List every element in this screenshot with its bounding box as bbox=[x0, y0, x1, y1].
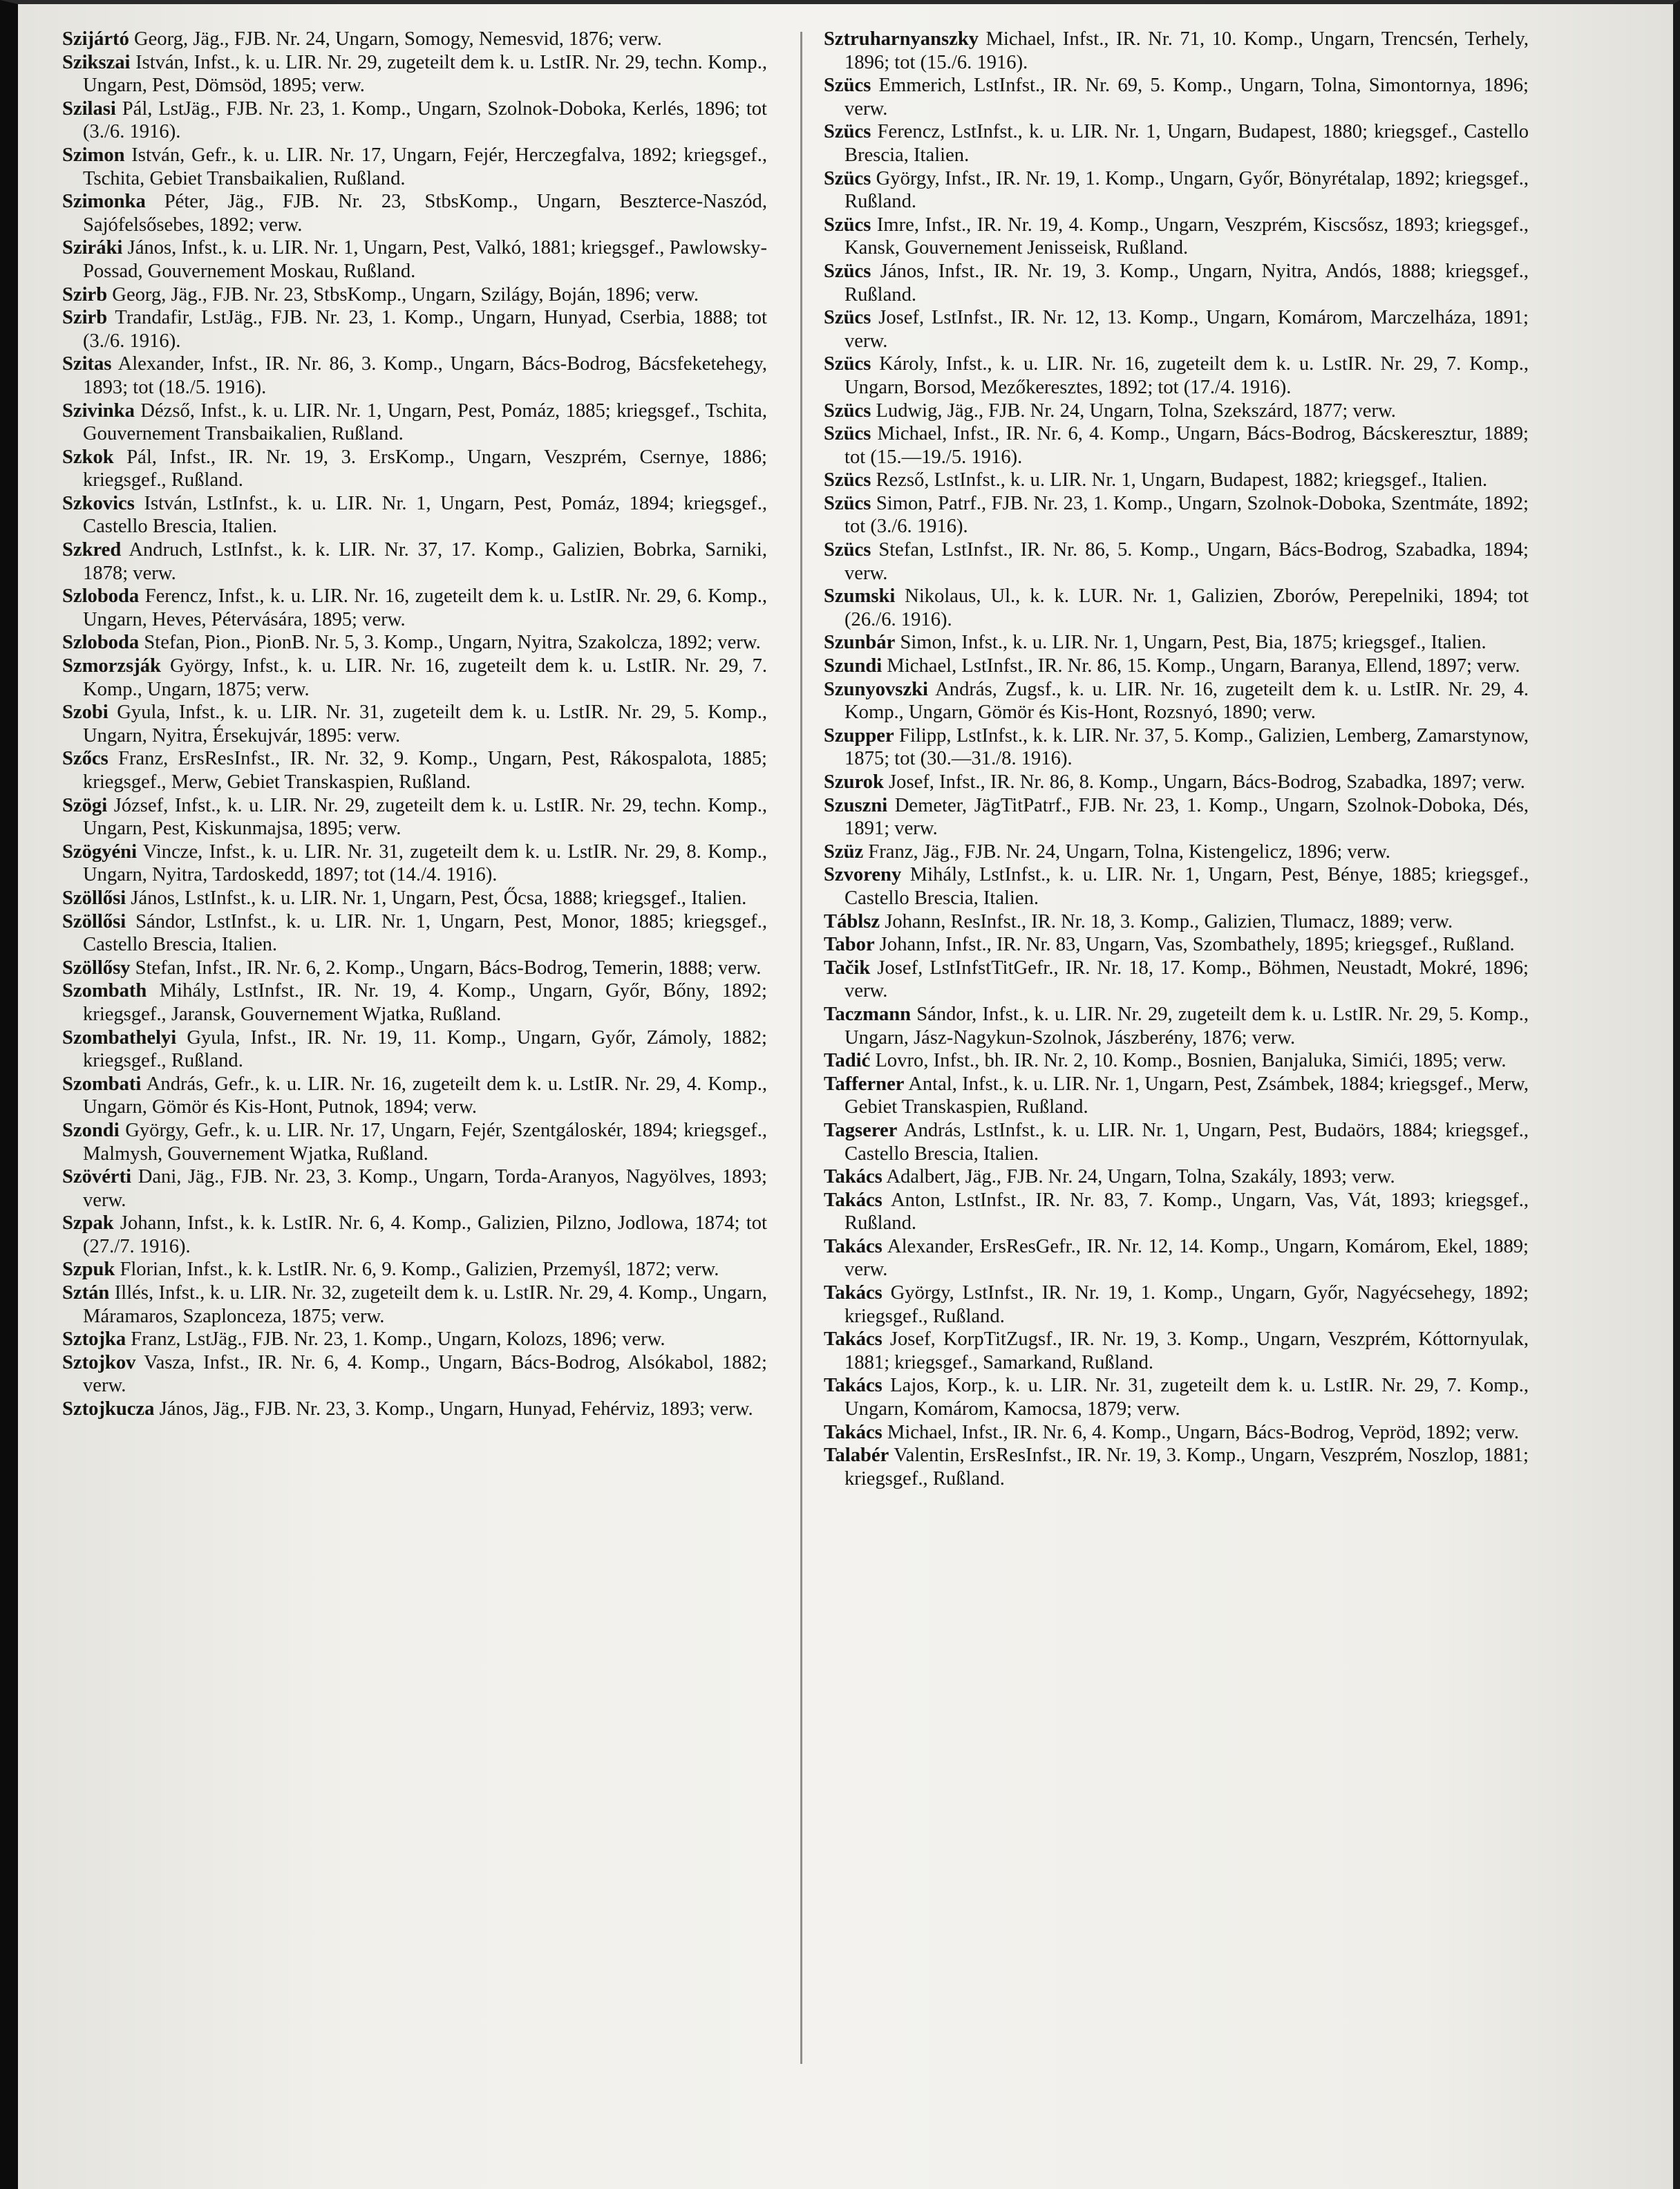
entry-details: Vasza, Infst., IR. Nr. 6, 4. Komp., Ungarn, Bács-Bodrog, Alsókabol, 1882; verw. bbox=[83, 1351, 767, 1397]
entry-surname: Sztán bbox=[62, 1282, 110, 1304]
entry-surname: Szimon bbox=[62, 144, 125, 166]
entry-surname: Tadić bbox=[824, 1050, 871, 1072]
list-entry bbox=[824, 1235, 1529, 1281]
entry-details: Michael, Infst., IR. Nr. 71, 10. Komp., Ungarn, Trencsén, Terhely, 1896; tot (15./6. 1916). bbox=[844, 28, 1529, 73]
list-entry bbox=[62, 538, 767, 585]
entry-surname: Szombath bbox=[62, 980, 147, 1002]
entry-surname: Szumski bbox=[824, 585, 896, 608]
list-entry bbox=[62, 236, 767, 283]
list-entry bbox=[62, 585, 767, 631]
entry-surname: Szücs bbox=[824, 539, 871, 561]
list-entry bbox=[824, 422, 1529, 469]
entry-details: Gyula, Infst., k. u. LIR. Nr. 31, zugeteilt dem k. u. LstIR. Nr. 29, 5. Komp., Ungarn, Nyitra, Érsekujvár, 1895: verw. bbox=[83, 702, 767, 746]
list-entry bbox=[824, 492, 1529, 538]
entry-details: Pál, LstJäg., FJB. Nr. 23, 1. Komp., Ungarn, Szolnok-Doboka, Kerlés, 1896; tot (3./6. 1916). bbox=[83, 97, 767, 143]
list-entry bbox=[62, 306, 767, 353]
entry-details: Michael, Infst., IR. Nr. 6, 4. Komp., Ungarn, Bács-Bodrog, Vepröd, 1892; verw. bbox=[882, 1421, 1519, 1443]
entry-surname: Szücs bbox=[824, 307, 871, 329]
entry-surname: Szücs bbox=[824, 469, 871, 491]
list-entry bbox=[824, 1189, 1529, 1235]
entry-surname: Szőcs bbox=[62, 748, 108, 770]
entry-details: Mihály, LstInfst., k. u. LIR. Nr. 1, Ungarn, Pest, Bénye, 1885; kriegsgef., Castello Brescia, Italien. bbox=[844, 864, 1529, 909]
list-entry bbox=[824, 1421, 1529, 1445]
entry-surname: Szuszni bbox=[824, 794, 888, 816]
entry-details: Sándor, Infst., k. u. LIR. Nr. 29, zugeteilt dem k. u. LstIR. Nr. 29, 5. Komp., Ungarn, Jász-Nagykun-Szolnok, Jászberény, 1876; verw. bbox=[844, 1003, 1529, 1049]
entry-surname: Táblsz bbox=[824, 910, 880, 932]
entry-details: János, Jäg., FJB. Nr. 23, 3. Komp., Ungarn, Hunyad, Fehérviz, 1893; verw. bbox=[154, 1398, 753, 1420]
entry-details: Imre, Infst., IR. Nr. 19, 4. Komp., Ungarn, Veszprém, Kiscsősz, 1893; kriegsgef., Kansk, Gouvernement Jenisseisk, Rußland. bbox=[844, 214, 1529, 259]
entry-details: Gyula, Infst., IR. Nr. 19, 11. Komp., Ungarn, Győr, Zámoly, 1882; kriegsgef., Rußland. bbox=[83, 1026, 767, 1072]
entry-details: Franz, ErsResInfst., IR. Nr. 32, 9. Komp., Ungarn, Pest, Rákospalota, 1885; kriegsgef., Merw, Gebiet Transkaspien, Rußland. bbox=[83, 748, 767, 793]
entry-details: Stefan, LstInfst., IR. Nr. 86, 5. Komp., Ungarn, Bács-Bodrog, Szabadka, 1894; verw. bbox=[844, 539, 1529, 584]
entry-details: Ludwig, Jäg., FJB. Nr. 24, Ungarn, Tolna, Szekszárd, 1877; verw. bbox=[871, 400, 1396, 422]
entry-details: Simon, Patrf., FJB. Nr. 23, 1. Komp., Ungarn, Szolnok-Doboka, Szentmáte, 1892; tot (3./6. 1916). bbox=[844, 492, 1529, 538]
entry-details: Stefan, Pion., PionB. Nr. 5, 3. Komp., Ungarn, Nyitra, Szakolcza, 1892; verw. bbox=[139, 632, 761, 654]
list-entry bbox=[62, 1398, 767, 1421]
list-entry bbox=[62, 353, 767, 399]
entry-surname: Szücs bbox=[824, 260, 871, 282]
entry-details: András, Zugsf., k. u. LIR. Nr. 16, zugeteilt dem k. u. LstIR. Nr. 29, 4. Komp., Ungarn, Gömör és Kis-Hont, Rozsnyó, 1890; verw. bbox=[844, 678, 1529, 724]
entry-details: József, Infst., k. u. LIR. Nr. 29, zugeteilt dem k. u. LstIR. Nr. 29, techn. Komp., Ungarn, Pest, Kiskunmajsa, 1895; verw. bbox=[83, 794, 767, 840]
column-divider bbox=[800, 32, 802, 2064]
entry-details: Adalbert, Jäg., FJB. Nr. 24, Ungarn, Tolna, Szakály, 1893; verw. bbox=[882, 1166, 1395, 1188]
entry-details: Rezső, LstInfst., k. u. LIR. Nr. 1, Ungarn, Budapest, 1882; kriegsgef., Italien. bbox=[871, 469, 1488, 491]
list-entry bbox=[824, 538, 1529, 585]
list-entry bbox=[62, 28, 767, 51]
entry-surname: Szombati bbox=[62, 1073, 142, 1095]
list-entry bbox=[62, 97, 767, 144]
entry-details: Valentin, ErsResInfst., IR. Nr. 19, 3. Komp., Ungarn, Veszprém, Noszlop, 1881; kriegsgef., Rußland. bbox=[844, 1445, 1529, 1490]
right-column bbox=[824, 28, 1529, 1490]
list-entry bbox=[824, 910, 1529, 934]
entry-details: Dézső, Infst., k. u. LIR. Nr. 1, Ungarn, Pest, Pomáz, 1885; kriegsgef., Tschita, Gouvernement Transbaikalien, Rußland. bbox=[83, 400, 767, 445]
list-entry bbox=[62, 1212, 767, 1258]
entry-surname: Szurok bbox=[824, 771, 884, 793]
entry-surname: Taczmann bbox=[824, 1003, 912, 1025]
list-entry bbox=[824, 678, 1529, 724]
entry-details: Florian, Infst., k. k. LstIR. Nr. 6, 9. Komp., Galizien, Przemyśl, 1872; verw. bbox=[115, 1259, 719, 1281]
entry-surname: Szögi bbox=[62, 794, 108, 816]
entry-details: Sándor, LstInfst., k. u. LIR. Nr. 1, Ungarn, Pest, Monor, 1885; kriegsgef., Castello Brescia, Italien. bbox=[83, 910, 767, 956]
entry-details: Anton, LstInfst., IR. Nr. 83, 7. Komp., Ungarn, Vas, Vát, 1893; kriegsgef., Rußland. bbox=[844, 1189, 1529, 1234]
entry-details: Mihály, LstInfst., IR. Nr. 19, 4. Komp., Ungarn, Győr, Bőny, 1892; kriegsgef., Jaransk, Gouvernement Wjatka, Rußland. bbox=[83, 980, 767, 1025]
list-entry bbox=[824, 957, 1529, 1003]
list-entry bbox=[62, 631, 767, 655]
entry-details: Andruch, LstInfst., k. k. LIR. Nr. 37, 17. Komp., Galizien, Bobrka, Sarniki, 1878; verw. bbox=[83, 539, 767, 584]
entry-surname: Szücs bbox=[824, 214, 871, 236]
entry-surname: Talabér bbox=[824, 1445, 889, 1467]
entry-surname: Sziráki bbox=[62, 237, 123, 259]
entry-surname: Takács bbox=[824, 1235, 883, 1257]
entry-surname: Szunyovszki bbox=[824, 678, 928, 700]
list-entry bbox=[824, 724, 1529, 771]
entry-details: Demeter, JägTitPatrf., FJB. Nr. 23, 1. Komp., Ungarn, Szolnok-Doboka, Dés, 1891; verw. bbox=[844, 794, 1529, 840]
list-entry bbox=[824, 1003, 1529, 1049]
list-entry bbox=[824, 353, 1529, 399]
list-entry bbox=[62, 400, 767, 446]
entry-details: György, Infst., IR. Nr. 19, 1. Komp., Ungarn, Győr, Bönyrétalap, 1892; kriegsgef., Rußland. bbox=[844, 167, 1529, 213]
list-entry bbox=[62, 283, 767, 307]
list-entry bbox=[824, 400, 1529, 423]
entry-details: Franz, LstJäg., FJB. Nr. 23, 1. Komp., Ungarn, Kolozs, 1896; verw. bbox=[126, 1328, 666, 1351]
list-entry bbox=[824, 1165, 1529, 1189]
entry-surname: Szirb bbox=[62, 283, 108, 306]
entry-details: Georg, Jäg., FJB. Nr. 23, StbsKomp., Ungarn, Szilágy, Boján, 1896; verw. bbox=[107, 283, 699, 306]
list-entry bbox=[824, 28, 1529, 74]
entry-surname: Szüz bbox=[824, 840, 864, 863]
entry-details: Illés, Infst., k. u. LIR. Nr. 32, zugeteilt dem k. u. LstIR. Nr. 29, 4. Komp., Ungarn, Máramaros, Szaplonceza, 1875; verw. bbox=[83, 1282, 767, 1327]
entry-surname: Szivinka bbox=[62, 400, 135, 422]
entry-surname: Takács bbox=[824, 1166, 883, 1188]
entry-surname: Szloboda bbox=[62, 585, 140, 608]
entry-surname: Tagserer bbox=[824, 1119, 898, 1141]
list-entry bbox=[62, 910, 767, 957]
entry-surname: Tabor bbox=[824, 934, 875, 956]
entry-details: Franz, Jäg., FJB. Nr. 24, Ungarn, Tolna, Kistengelicz, 1896; verw. bbox=[863, 840, 1390, 863]
entry-details: György, Gefr., k. u. LIR. Nr. 17, Ungarn, Fejér, Szentgáloskér, 1894; kriegsgef., Malmysh, Gouvernement Wjatka, Rußland. bbox=[83, 1119, 767, 1165]
list-entry bbox=[824, 1328, 1529, 1374]
entry-details: Filipp, LstInfst., k. k. LIR. Nr. 37, 5. Komp., Galizien, Lemberg, Zamarstynow, 1875; tot (30.—31./8. 1916). bbox=[844, 724, 1529, 770]
entry-details: János, Infst., IR. Nr. 19, 3. Komp., Ungarn, Nyitra, Andós, 1888; kriegsgef., Rußland. bbox=[844, 260, 1529, 306]
list-entry bbox=[824, 840, 1529, 864]
list-entry bbox=[824, 214, 1529, 260]
entry-details: Ferencz, LstInfst., k. u. LIR. Nr. 1, Ungarn, Budapest, 1880; kriegsgef., Castello Brescia, Italien. bbox=[844, 121, 1529, 166]
entry-surname: Szücs bbox=[824, 353, 871, 375]
entry-surname: Szupper bbox=[824, 724, 894, 746]
list-entry bbox=[62, 1073, 767, 1119]
entry-surname: Szondi bbox=[62, 1119, 120, 1141]
entry-surname: Szücs bbox=[824, 75, 871, 97]
entry-details: Emmerich, LstInfst., IR. Nr. 69, 5. Komp., Ungarn, Tolna, Simontornya, 1896; verw. bbox=[844, 75, 1529, 120]
entry-surname: Szücs bbox=[824, 423, 871, 445]
list-entry bbox=[62, 51, 767, 97]
entry-details: András, Gefr., k. u. LIR. Nr. 16, zugeteilt dem k. u. LstIR. Nr. 29, 4. Komp., Ungarn, Gömör és Kis-Hont, Putnok, 1894; verw. bbox=[83, 1073, 767, 1118]
list-entry bbox=[824, 167, 1529, 214]
entry-details: Nikolaus, Ul., k. k. LUR. Nr. 1, Galizien, Zborów, Perepelniki, 1894; tot (26./6. 1916). bbox=[844, 585, 1529, 630]
entry-details: Josef, LstInfst., IR. Nr. 12, 13. Komp., Ungarn, Komárom, Marczelháza, 1891; verw. bbox=[844, 307, 1529, 352]
entry-surname: Sztojka bbox=[62, 1328, 126, 1351]
entry-details: György, Infst., k. u. LIR. Nr. 16, zugeteilt dem k. u. LstIR. Nr. 29, 7. Komp., Ungarn, 1875; verw. bbox=[83, 655, 767, 700]
list-entry bbox=[824, 1119, 1529, 1165]
list-entry bbox=[824, 794, 1529, 840]
entry-details: Pál, Infst., IR. Nr. 19, 3. ErsKomp., Ungarn, Veszprém, Csernye, 1886; kriegsgef., Rußland. bbox=[83, 446, 767, 491]
entry-surname: Szilasi bbox=[62, 97, 116, 120]
entry-surname: Szögyéni bbox=[62, 840, 138, 863]
entry-details: Josef, LstInfstTitGefr., IR. Nr. 18, 17. Komp., Böhmen, Neustadt, Mokré, 1896; verw. bbox=[844, 957, 1529, 1002]
list-entry bbox=[824, 74, 1529, 120]
list-entry bbox=[824, 655, 1529, 678]
entry-surname: Szöllősi bbox=[62, 887, 126, 909]
entry-surname: Szücs bbox=[824, 167, 871, 189]
list-entry bbox=[62, 1258, 767, 1281]
entry-details: Johann, Infst., IR. Nr. 83, Ungarn, Vas, Szombathely, 1895; kriegsgef., Rußland. bbox=[874, 934, 1515, 956]
entry-details: János, Infst., k. u. LIR. Nr. 1, Ungarn, Pest, Valkó, 1881; kriegsgef., Pawlowsky-Possad, Gouvernement Moskau, Rußland. bbox=[83, 237, 767, 282]
entry-details: Dani, Jäg., FJB. Nr. 23, 3. Komp., Ungarn, Torda-Aranyos, Nagyölves, 1893; verw. bbox=[83, 1166, 767, 1211]
list-entry bbox=[62, 794, 767, 840]
list-entry bbox=[824, 469, 1529, 492]
entry-details: Simon, Infst., k. u. LIR. Nr. 1, Ungarn, Pest, Bia, 1875; kriegsgef., Italien. bbox=[895, 632, 1486, 654]
entry-surname: Takács bbox=[824, 1328, 883, 1351]
list-entry bbox=[824, 1374, 1529, 1420]
list-entry bbox=[62, 887, 767, 910]
entry-surname: Sztojkov bbox=[62, 1351, 136, 1373]
entry-surname: Szöllősy bbox=[62, 957, 131, 979]
list-entry bbox=[62, 747, 767, 793]
entry-details: Alexander, ErsResGefr., IR. Nr. 12, 14. Komp., Ungarn, Komárom, Ekel, 1889; verw. bbox=[844, 1235, 1529, 1281]
entry-surname: Sztojkucza bbox=[62, 1398, 155, 1420]
list-entry bbox=[62, 492, 767, 538]
entry-surname: Szobi bbox=[62, 702, 108, 724]
list-entry bbox=[824, 631, 1529, 655]
entry-surname: Szöllősi bbox=[62, 910, 126, 932]
list-entry bbox=[62, 701, 767, 747]
entry-surname: Szkred bbox=[62, 539, 122, 561]
entry-surname: Szücs bbox=[824, 400, 871, 422]
entry-details: Károly, Infst., k. u. LIR. Nr. 16, zugeteilt dem k. u. LstIR. Nr. 29, 7. Komp., Ungarn, Borsod, Mezőkeresztes, 1892; tot (17./4. 1916). bbox=[844, 353, 1529, 398]
entry-surname: Sztruharnyanszky bbox=[824, 28, 979, 50]
entry-details: Alexander, Infst., IR. Nr. 86, 3. Komp., Ungarn, Bács-Bodrog, Bácsfeketehegy, 1893; tot (18./5. 1916). bbox=[83, 353, 767, 398]
entry-surname: Takács bbox=[824, 1189, 883, 1211]
entry-surname: Szimonka bbox=[62, 191, 146, 213]
entry-details: Michael, Infst., IR. Nr. 6, 4. Komp., Ungarn, Bács-Bodrog, Bácskeresztur, 1889; tot (15.—19./5. 1916). bbox=[844, 423, 1529, 468]
entry-surname: Szücs bbox=[824, 121, 871, 143]
list-entry bbox=[62, 190, 767, 236]
entry-surname: Szvoreny bbox=[824, 864, 902, 886]
list-entry bbox=[824, 120, 1529, 167]
list-entry bbox=[824, 1073, 1529, 1119]
entry-details: Péter, Jäg., FJB. Nr. 23, StbsKomp., Ungarn, Beszterce-Naszód, Sajófelsősebes, 1892; verw. bbox=[83, 191, 767, 236]
list-entry bbox=[824, 933, 1529, 957]
entry-details: Lovro, Infst., bh. IR. Nr. 2, 10. Komp., Bosnien, Banjaluka, Simići, 1895; verw. bbox=[870, 1050, 1507, 1072]
entry-details: Michael, LstInfst., IR. Nr. 86, 15. Komp., Ungarn, Baranya, Ellend, 1897; verw. bbox=[882, 655, 1520, 677]
entry-details: Josef, KorpTitZugsf., IR. Nr. 19, 3. Komp., Ungarn, Veszprém, Kóttornyulak, 1881; kriegsgef., Samarkand, Rußland. bbox=[844, 1328, 1529, 1373]
entry-surname: Tačik bbox=[824, 957, 871, 979]
list-entry bbox=[62, 144, 767, 190]
entry-details: István, Infst., k. u. LIR. Nr. 29, zugeteilt dem k. u. LstIR. Nr. 29, techn. Komp., Ungarn, Pest, Dömsöd, 1895; verw. bbox=[83, 51, 767, 97]
left-column bbox=[62, 28, 767, 1421]
entry-details: János, LstInfst., k. u. LIR. Nr. 1, Ungarn, Pest, Őcsa, 1888; kriegsgef., Italien. bbox=[126, 887, 747, 909]
list-entry bbox=[62, 446, 767, 492]
entry-details: Johann, Infst., k. k. LstIR. Nr. 6, 4. Komp., Galizien, Pilzno, Jodlowa, 1874; tot (27./7. 1916). bbox=[83, 1212, 767, 1257]
list-entry bbox=[62, 1165, 767, 1212]
list-entry bbox=[824, 1444, 1529, 1490]
entry-details: István, Gefr., k. u. LIR. Nr. 17, Ungarn, Fejér, Herczegfalva, 1892; kriegsgef., Tschita, Gebiet Transbaikalien, Rußland. bbox=[83, 144, 767, 189]
entry-surname: Szloboda bbox=[62, 632, 140, 654]
entry-surname: Szkovics bbox=[62, 492, 135, 514]
entry-surname: Szundi bbox=[824, 655, 883, 677]
entry-details: Georg, Jäg., FJB. Nr. 24, Ungarn, Somogy, Nemesvid, 1876; verw. bbox=[129, 28, 662, 50]
entry-surname: Takács bbox=[824, 1282, 883, 1304]
list-entry bbox=[62, 840, 767, 887]
list-entry bbox=[62, 1281, 767, 1328]
entry-surname: Szombathelyi bbox=[62, 1026, 177, 1049]
list-entry bbox=[824, 1049, 1529, 1073]
entry-surname: Szpak bbox=[62, 1212, 114, 1234]
entry-surname: Szmorzsják bbox=[62, 655, 161, 677]
list-entry bbox=[62, 979, 767, 1026]
entry-surname: Szövérti bbox=[62, 1166, 132, 1188]
entry-details: Ferencz, Infst., k. u. LIR. Nr. 16, zugeteilt dem k. u. LstIR. Nr. 29, 6. Komp., Ungarn, Heves, Pétervására, 1895; verw. bbox=[83, 585, 767, 630]
list-entry bbox=[824, 863, 1529, 910]
entry-surname: Szitas bbox=[62, 353, 112, 375]
entry-details: Johann, ResInfst., IR. Nr. 18, 3. Komp., Galizien, Tlumacz, 1889; verw. bbox=[880, 910, 1453, 932]
list-entry bbox=[62, 1119, 767, 1165]
entry-details: Stefan, Infst., IR. Nr. 6, 2. Komp., Ungarn, Bács-Bodrog, Temerin, 1888; verw. bbox=[130, 957, 762, 979]
list-entry bbox=[824, 585, 1529, 631]
entry-details: Vincze, Infst., k. u. LIR. Nr. 31, zugeteilt dem k. u. LstIR. Nr. 29, 8. Komp., Ungarn, Nyitra, Tardoskedd, 1897; tot (14./4. 1916). bbox=[83, 840, 767, 886]
entry-details: András, LstInfst., k. u. LIR. Nr. 1, Ungarn, Pest, Budaörs, 1884; kriegsgef., Castello Brescia, Italien. bbox=[844, 1119, 1529, 1165]
entry-surname: Szpuk bbox=[62, 1259, 115, 1281]
entry-details: Trandafir, LstJäg., FJB. Nr. 23, 1. Komp., Ungarn, Hunyad, Cserbia, 1888; tot (3./6. 1916). bbox=[83, 307, 767, 352]
entry-surname: Szijártó bbox=[62, 28, 129, 50]
entry-surname: Szkok bbox=[62, 446, 114, 468]
list-entry bbox=[824, 1281, 1529, 1328]
list-entry bbox=[62, 1328, 767, 1351]
entry-details: Josef, Infst., IR. Nr. 86, 8. Komp., Ungarn, Bács-Bodrog, Szabadka, 1897; verw. bbox=[883, 771, 1525, 793]
list-entry bbox=[62, 1026, 767, 1073]
list-entry bbox=[62, 1351, 767, 1398]
entry-details: Antal, Infst., k. u. LIR. Nr. 1, Ungarn, Pest, Zsámbek, 1884; kriegsgef., Merw, Gebiet Transkaspien, Rußland. bbox=[844, 1073, 1529, 1118]
list-entry bbox=[62, 655, 767, 701]
entry-surname: Takács bbox=[824, 1375, 883, 1397]
entry-surname: Szunbár bbox=[824, 632, 896, 654]
entry-details: István, LstInfst., k. u. LIR. Nr. 1, Ungarn, Pest, Pomáz, 1894; kriegsgef., Castello Brescia, Italien. bbox=[83, 492, 767, 538]
list-entry bbox=[824, 306, 1529, 353]
entry-surname: Takács bbox=[824, 1421, 883, 1443]
entry-surname: Szirb bbox=[62, 307, 108, 329]
list-entry bbox=[824, 260, 1529, 306]
entry-details: Lajos, Korp., k. u. LIR. Nr. 31, zugeteilt dem k. u. LstIR. Nr. 29, 7. Komp., Ungarn, Komárom, Kamocsa, 1879; verw. bbox=[844, 1375, 1529, 1420]
entry-details: György, LstInfst., IR. Nr. 19, 1. Komp., Ungarn, Győr, Nagyécsehegy, 1892; kriegsgef., Rußland. bbox=[844, 1282, 1529, 1327]
list-entry bbox=[62, 957, 767, 980]
entry-surname: Tafferner bbox=[824, 1073, 905, 1095]
entry-surname: Szikszai bbox=[62, 51, 131, 73]
list-entry bbox=[824, 771, 1529, 794]
entry-surname: Szücs bbox=[824, 492, 871, 514]
